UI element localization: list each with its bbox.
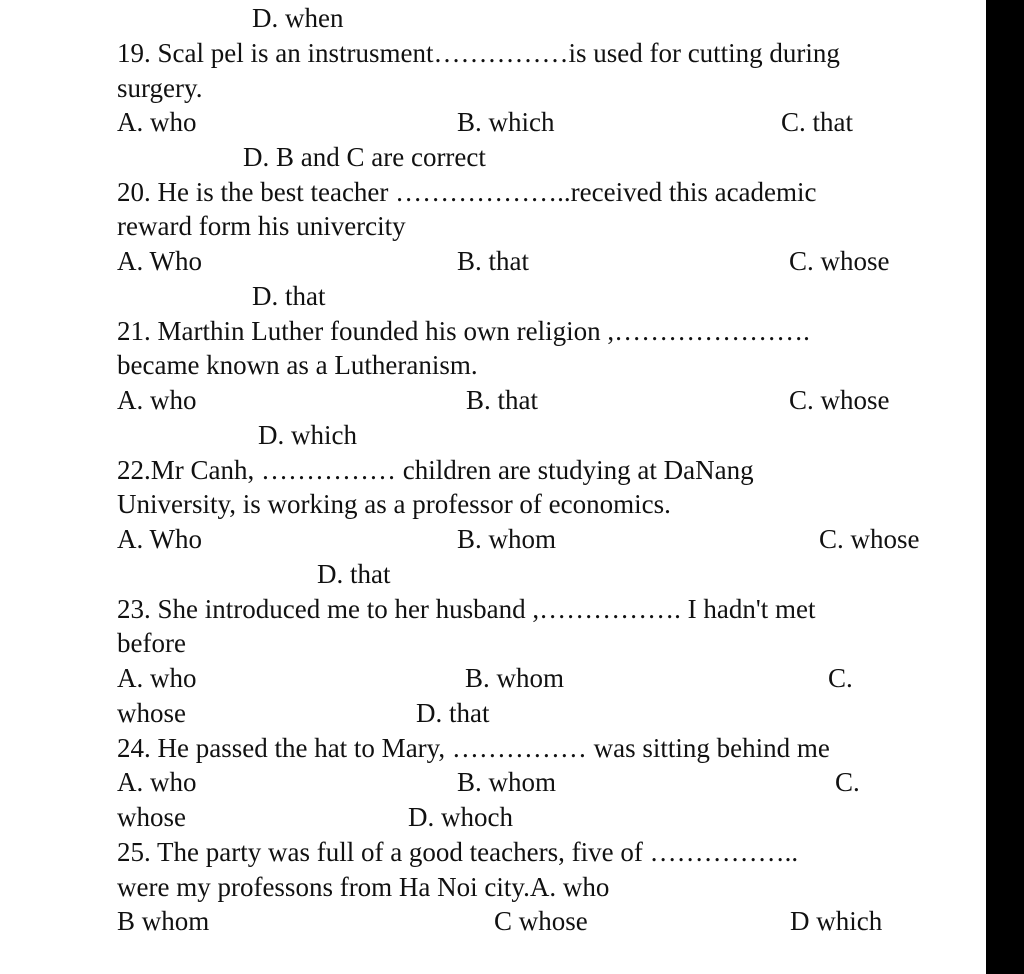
q21-option-d: D. which — [258, 420, 357, 450]
q21-option-b: B. that — [466, 385, 538, 415]
q19-option-c: C. that — [781, 107, 853, 137]
q25-option-b: B whom — [117, 906, 210, 936]
q25-stem-cont: were my professons from Ha Noi city.A. who — [117, 872, 610, 902]
q22-option-b: B. whom — [457, 524, 557, 554]
q20-stem: 20. He is the best teacher ………………..received this academic — [117, 177, 817, 207]
q22-stem: 22.Mr Canh, …………… children are studying at DaNang — [117, 455, 754, 485]
q21-stem: 21. Marthin Luther founded his own religion ,…………………. — [117, 316, 810, 346]
q19-option-d: D. B and C are correct — [243, 142, 486, 172]
q24-option-c-cont: whose — [117, 802, 186, 832]
q21-option-a: A. who — [117, 385, 197, 415]
q20-option-d: D. that — [252, 281, 326, 311]
q24-option-c: C. — [835, 767, 860, 797]
q24-option-b: B. whom — [457, 767, 557, 797]
q19-option-b: B. which — [457, 107, 555, 137]
q24-option-a: A. who — [117, 767, 197, 797]
q24-stem: 24. He passed the hat to Mary, …………… was sitting behind me — [117, 733, 830, 763]
q22-option-d: D. that — [317, 559, 391, 589]
q22-stem-cont: University, is working as a professor of economics. — [117, 489, 671, 519]
q23-option-d: D. that — [416, 698, 490, 728]
q23-option-c: C. — [828, 663, 853, 693]
q19-option-a: A. who — [117, 107, 197, 137]
q25-option-c: C whose — [494, 906, 588, 936]
q23-stem-cont: before — [117, 628, 186, 658]
q21-option-c: C. whose — [789, 385, 890, 415]
q23-option-b: B. whom — [465, 663, 565, 693]
q20-option-a: A. Who — [117, 246, 202, 276]
q25-stem: 25. The party was full of a good teachers, five of …………….. — [117, 837, 799, 867]
q20-option-b: B. that — [457, 246, 529, 276]
q22-option-a: A. Who — [117, 524, 202, 554]
q23-option-c-cont: whose — [117, 698, 186, 728]
q21-stem-cont: became known as a Lutheranism. — [117, 350, 478, 380]
q23-stem: 23. She introduced me to her husband ,……………. I hadn't met — [117, 594, 816, 624]
q22-option-c: C. whose — [819, 524, 920, 554]
q18-option-d: D. when — [252, 3, 344, 33]
q19-stem-cont: surgery. — [117, 73, 203, 103]
q19-stem: 19. Scal pel is an instrusment……………is used for cutting during — [117, 38, 840, 68]
q23-option-a: A. who — [117, 663, 197, 693]
q20-stem-cont: reward form his univercity — [117, 211, 406, 241]
q20-option-c: C. whose — [789, 246, 890, 276]
dark-border-strip — [986, 0, 1024, 974]
q24-option-d: D. whoch — [408, 802, 513, 832]
q25-option-d: D which — [790, 906, 883, 936]
